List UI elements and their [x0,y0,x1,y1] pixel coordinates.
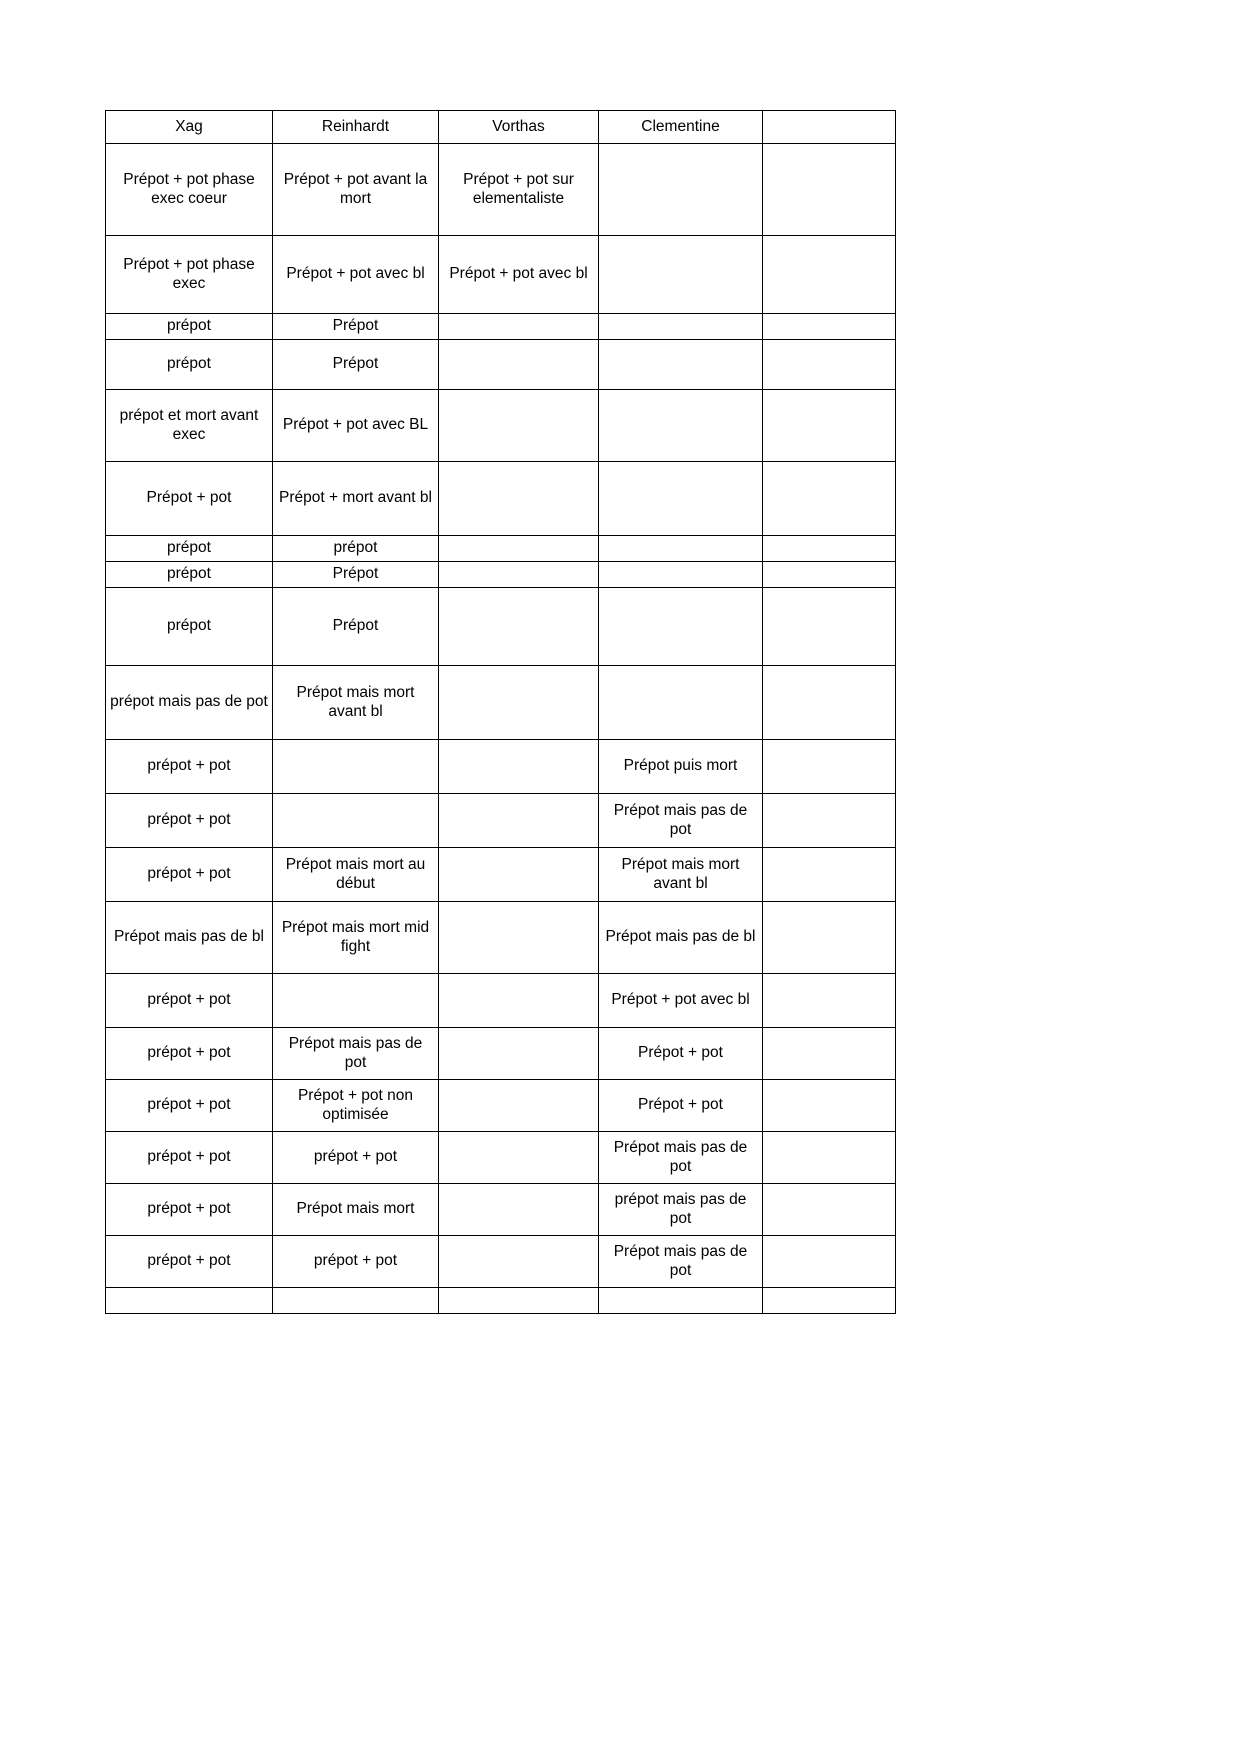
table-cell[interactable]: Prépot + pot phase exec coeur [106,144,273,236]
table-cell[interactable] [439,666,599,740]
table-cell[interactable]: Prépot mais pas de pot [599,1132,763,1184]
table-cell[interactable]: prépot + pot [106,794,273,848]
table-cell[interactable] [439,562,599,588]
table-cell[interactable] [763,1288,896,1314]
column-header: Xag [106,111,273,144]
table-row [106,1028,896,1080]
table-cell[interactable] [439,1236,599,1288]
table-cell[interactable] [763,1184,896,1236]
table-cell[interactable] [599,462,763,536]
table-cell[interactable] [273,794,439,848]
table-row [106,902,896,974]
table-cell[interactable] [439,588,599,666]
table-cell[interactable] [439,390,599,462]
table-cell[interactable]: prépot [106,340,273,390]
table-row [106,848,896,902]
data-table [105,110,896,1314]
table-cell[interactable] [439,740,599,794]
table-cell[interactable]: Prépot + mort avant bl [273,462,439,536]
table-cell[interactable]: prépot + pot [106,1132,273,1184]
table-cell[interactable]: Prépot mais mort avant bl [599,848,763,902]
table-cell[interactable]: prépot + pot [106,1184,273,1236]
table-cell[interactable]: Prépot + pot [106,462,273,536]
table-cell[interactable]: prépot mais pas de pot [106,666,273,740]
table-cell[interactable] [763,390,896,462]
column-header: Vorthas [439,111,599,144]
table-row [106,666,896,740]
table-row [106,536,896,562]
table-row [106,1132,896,1184]
table-cell[interactable]: Prépot [273,562,439,588]
table-cell[interactable] [439,1288,599,1314]
table-row [106,974,896,1028]
table-cell[interactable]: prépot [106,536,273,562]
table-cell[interactable] [763,1028,896,1080]
table-row [106,740,896,794]
table-cell[interactable]: Prépot mais mort au début [273,848,439,902]
table-cell[interactable] [439,974,599,1028]
table-cell[interactable] [763,974,896,1028]
table-cell[interactable] [763,562,896,588]
table-cell[interactable] [439,794,599,848]
table-cell[interactable]: Prépot + pot sur elementaliste [439,144,599,236]
table-cell[interactable] [763,740,896,794]
table-cell[interactable] [439,1080,599,1132]
table-row [106,1236,896,1288]
table-cell[interactable] [599,666,763,740]
table-cell[interactable] [599,588,763,666]
table-row [106,588,896,666]
table-cell[interactable]: prépot et mort avant exec [106,390,273,462]
table-cell[interactable]: Prépot mais pas de bl [599,902,763,974]
table-cell[interactable] [439,1132,599,1184]
table-cell[interactable]: Prépot mais mort [273,1184,439,1236]
table-cell[interactable] [599,314,763,340]
table-cell[interactable] [439,1028,599,1080]
table-cell[interactable]: prépot + pot [106,1080,273,1132]
table-cell[interactable]: prépot + pot [106,1028,273,1080]
table-row [106,144,896,236]
table-cell[interactable]: prépot + pot [273,1132,439,1184]
table-cell[interactable] [763,236,896,314]
table-cell[interactable] [439,536,599,562]
table-cell[interactable]: Prépot + pot phase exec [106,236,273,314]
table-row [106,390,896,462]
table-cell[interactable] [763,536,896,562]
table-cell[interactable]: prépot + pot [106,848,273,902]
table-cell[interactable]: prépot + pot [106,1236,273,1288]
table-cell[interactable] [763,794,896,848]
table-cell[interactable] [439,314,599,340]
table-cell[interactable] [763,848,896,902]
table-cell[interactable]: Prépot + pot avec bl [273,236,439,314]
table-cell[interactable] [763,462,896,536]
table-cell[interactable] [273,974,439,1028]
table-cell[interactable]: prépot + pot [106,740,273,794]
table-cell[interactable] [439,340,599,390]
table-cell[interactable] [599,1288,763,1314]
table-cell[interactable] [763,666,896,740]
table-cell[interactable] [763,340,896,390]
table-cell[interactable]: Prépot + pot avec bl [599,974,763,1028]
table-cell[interactable]: prépot [106,588,273,666]
table-cell[interactable]: Prépot [273,340,439,390]
table-row [106,314,896,340]
table-cell[interactable] [439,848,599,902]
table-cell[interactable] [599,236,763,314]
table-cell[interactable]: Prépot + pot non optimisée [273,1080,439,1132]
table-cell[interactable]: prépot + pot [106,974,273,1028]
table-row [106,1288,896,1314]
table-cell[interactable]: Prépot mais pas de pot [273,1028,439,1080]
table-cell[interactable] [599,144,763,236]
table-cell[interactable]: Prépot + pot [599,1080,763,1132]
column-header [763,111,896,144]
table-header-row [106,111,896,144]
table-row [106,462,896,536]
table-cell[interactable] [763,144,896,236]
table-cell[interactable]: prépot + pot [273,1236,439,1288]
table-cell[interactable]: Prépot mais pas de pot [599,1236,763,1288]
table-cell[interactable] [273,740,439,794]
column-header: Clementine [599,111,763,144]
table-cell[interactable]: Prépot mais mort avant bl [273,666,439,740]
table-cell[interactable] [763,1132,896,1184]
table-cell[interactable]: Prépot + pot avant la mort [273,144,439,236]
table-row [106,794,896,848]
table-cell[interactable] [599,390,763,462]
table-cell[interactable]: Prépot + pot [599,1028,763,1080]
table-row [106,1184,896,1236]
table-cell[interactable] [763,1236,896,1288]
table-cell[interactable]: Prépot mais mort mid fight [273,902,439,974]
table-cell[interactable]: prépot [106,314,273,340]
table-cell[interactable] [763,314,896,340]
table-cell[interactable] [763,588,896,666]
table-cell[interactable]: Prépot puis mort [599,740,763,794]
table-cell[interactable]: Prépot mais pas de bl [106,902,273,974]
table-cell[interactable]: Prépot [273,314,439,340]
table-cell[interactable]: Prépot + pot avec bl [439,236,599,314]
spreadsheet-table-container [105,110,895,1314]
table-cell[interactable] [599,562,763,588]
table-cell[interactable] [599,340,763,390]
table-cell[interactable] [106,1288,273,1314]
table-cell[interactable] [763,1080,896,1132]
table-cell[interactable] [439,1184,599,1236]
table-cell[interactable]: Prépot + pot avec BL [273,390,439,462]
table-row [106,340,896,390]
table-cell[interactable]: Prépot mais pas de pot [599,794,763,848]
table-cell[interactable] [439,462,599,536]
table-cell[interactable]: Prépot [273,588,439,666]
table-cell[interactable] [273,1288,439,1314]
column-header: Reinhardt [273,111,439,144]
table-cell[interactable] [439,902,599,974]
table-cell[interactable] [599,536,763,562]
table-row [106,236,896,314]
table-body [106,111,896,1314]
table-cell[interactable]: prépot mais pas de pot [599,1184,763,1236]
table-row [106,1080,896,1132]
table-cell[interactable]: prépot [273,536,439,562]
table-cell[interactable]: prépot [106,562,273,588]
table-cell[interactable] [763,902,896,974]
table-row [106,562,896,588]
